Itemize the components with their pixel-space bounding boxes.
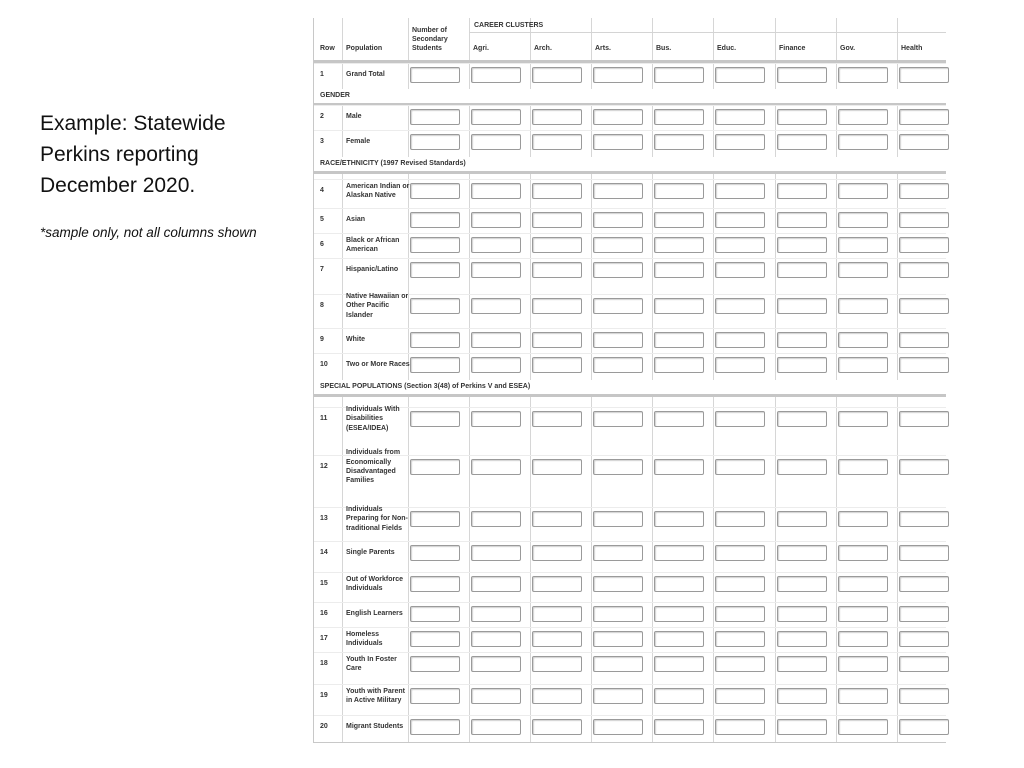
- cluster-input[interactable]: [471, 631, 521, 647]
- cluster-input[interactable]: [593, 656, 643, 672]
- cluster-input[interactable]: [899, 545, 949, 561]
- cluster-input[interactable]: [471, 656, 521, 672]
- secondary-students-input[interactable]: [410, 511, 460, 527]
- cluster-input[interactable]: [899, 606, 949, 622]
- row-number: 16: [320, 610, 328, 617]
- row-separator: [314, 353, 946, 354]
- secondary-students-input[interactable]: [410, 134, 460, 150]
- cluster-input[interactable]: [715, 183, 765, 199]
- cluster-input[interactable]: [593, 631, 643, 647]
- cluster-input[interactable]: [593, 606, 643, 622]
- cluster-input[interactable]: [654, 262, 704, 278]
- cluster-input[interactable]: [777, 606, 827, 622]
- row-number: 8: [320, 302, 324, 309]
- cluster-input[interactable]: [838, 576, 888, 592]
- row-population-label: Hispanic/Latino: [346, 266, 399, 274]
- cluster-input[interactable]: [532, 459, 582, 475]
- row-population-label: Asian: [346, 216, 366, 224]
- cluster-input[interactable]: [777, 262, 827, 278]
- cluster-input[interactable]: [838, 631, 888, 647]
- row-number: 2: [320, 113, 324, 120]
- secondary-students-input[interactable]: [410, 109, 460, 125]
- row-number: 9: [320, 336, 324, 343]
- header-row-label: Row: [320, 45, 335, 52]
- cluster-input[interactable]: [532, 357, 582, 373]
- header-career-clusters: CAREER CLUSTERS: [474, 22, 544, 29]
- row-separator: [314, 130, 946, 131]
- secondary-students-input[interactable]: [410, 183, 460, 199]
- row-number: 14: [320, 549, 328, 556]
- cluster-input[interactable]: [471, 332, 521, 348]
- cluster-input[interactable]: [838, 411, 888, 427]
- cluster-input[interactable]: [471, 357, 521, 373]
- row-separator: [314, 179, 946, 180]
- cluster-input[interactable]: [471, 262, 521, 278]
- cluster-input[interactable]: [899, 576, 949, 592]
- cluster-input[interactable]: [899, 631, 949, 647]
- cluster-input[interactable]: [899, 357, 949, 373]
- cluster-input[interactable]: [899, 109, 949, 125]
- cluster-input[interactable]: [593, 459, 643, 475]
- row-separator: [314, 627, 946, 628]
- cluster-input[interactable]: [532, 511, 582, 527]
- cluster-input[interactable]: [899, 183, 949, 199]
- cluster-input[interactable]: [532, 332, 582, 348]
- cluster-input[interactable]: [593, 134, 643, 150]
- cluster-input[interactable]: [899, 511, 949, 527]
- cluster-input[interactable]: [777, 545, 827, 561]
- cluster-input[interactable]: [593, 545, 643, 561]
- header-cluster-8: Health: [901, 45, 923, 52]
- cluster-input[interactable]: [777, 688, 827, 704]
- secondary-students-input[interactable]: [410, 606, 460, 622]
- cluster-input[interactable]: [715, 262, 765, 278]
- cluster-input[interactable]: [838, 606, 888, 622]
- cluster-input[interactable]: [777, 332, 827, 348]
- row-separator: [314, 63, 946, 64]
- row-population-label: Individuals Preparing for Non-traditional Fields: [346, 506, 408, 532]
- row-number: 20: [320, 723, 328, 730]
- cluster-input[interactable]: [654, 459, 704, 475]
- row-separator: [314, 541, 946, 542]
- secondary-students-input[interactable]: [410, 545, 460, 561]
- cluster-input[interactable]: [777, 134, 827, 150]
- cluster-input[interactable]: [532, 212, 582, 228]
- cluster-input[interactable]: [838, 332, 888, 348]
- cluster-input[interactable]: [471, 411, 521, 427]
- secondary-students-input[interactable]: [410, 576, 460, 592]
- cluster-input[interactable]: [715, 631, 765, 647]
- row-population-label: Black or African American: [346, 236, 400, 253]
- row-number: 10: [320, 361, 328, 368]
- cluster-input[interactable]: [777, 719, 827, 735]
- cluster-input[interactable]: [715, 688, 765, 704]
- cluster-input[interactable]: [471, 576, 521, 592]
- cluster-input[interactable]: [654, 332, 704, 348]
- cluster-input[interactable]: [532, 134, 582, 150]
- cluster-input[interactable]: [593, 576, 643, 592]
- row-separator: [314, 105, 946, 106]
- cluster-input[interactable]: [532, 688, 582, 704]
- cluster-input[interactable]: [654, 411, 704, 427]
- cluster-input[interactable]: [532, 183, 582, 199]
- secondary-students-input[interactable]: [410, 656, 460, 672]
- cluster-input[interactable]: [838, 109, 888, 125]
- cluster-input[interactable]: [471, 719, 521, 735]
- perkins-report-form: [313, 18, 946, 743]
- row-number: 6: [320, 241, 324, 248]
- cluster-input[interactable]: [593, 511, 643, 527]
- cluster-input[interactable]: [471, 688, 521, 704]
- cluster-input[interactable]: [471, 134, 521, 150]
- row-separator: [314, 328, 946, 329]
- row-number: 12: [320, 463, 328, 470]
- cluster-input[interactable]: [715, 332, 765, 348]
- cluster-input[interactable]: [654, 631, 704, 647]
- cluster-input[interactable]: [899, 262, 949, 278]
- secondary-students-input[interactable]: [410, 237, 460, 253]
- cluster-input[interactable]: [471, 212, 521, 228]
- row-population-label: Individuals With Disabilities (ESEA/IDEA): [346, 406, 400, 432]
- row-population-label: Male: [346, 113, 362, 121]
- row-population-label: Female: [346, 138, 371, 146]
- header-cluster-6: Finance: [779, 45, 806, 52]
- secondary-students-input[interactable]: [410, 67, 460, 83]
- cluster-input[interactable]: [899, 719, 949, 735]
- cluster-input[interactable]: [715, 298, 765, 314]
- secondary-students-input[interactable]: [410, 357, 460, 373]
- cluster-input[interactable]: [593, 237, 643, 253]
- row-separator: [314, 652, 946, 653]
- cluster-input[interactable]: [654, 357, 704, 373]
- section-separator: [314, 394, 946, 397]
- cluster-input[interactable]: [654, 134, 704, 150]
- cluster-input[interactable]: [532, 606, 582, 622]
- cluster-input[interactable]: [654, 212, 704, 228]
- cluster-input[interactable]: [654, 719, 704, 735]
- header-population-label: Population: [346, 45, 383, 52]
- row-population-label: American Indian or Alaskan Native: [346, 182, 410, 199]
- header-cluster-3: Arts.: [595, 45, 611, 52]
- cluster-input[interactable]: [654, 511, 704, 527]
- row-separator: [314, 602, 946, 603]
- cluster-input[interactable]: [654, 576, 704, 592]
- cluster-input[interactable]: [715, 576, 765, 592]
- caption-note: *sample only, not all columns shown: [40, 225, 257, 240]
- section-header: RACE/ETHNICITY (1997 Revised Standards): [314, 157, 946, 171]
- cluster-input[interactable]: [654, 237, 704, 253]
- cluster-input[interactable]: [838, 545, 888, 561]
- row-number: 4: [320, 187, 324, 194]
- cluster-input[interactable]: [777, 576, 827, 592]
- cluster-input[interactable]: [715, 719, 765, 735]
- cluster-input[interactable]: [593, 109, 643, 125]
- cluster-input[interactable]: [471, 237, 521, 253]
- cluster-input[interactable]: [777, 212, 827, 228]
- cluster-input[interactable]: [838, 511, 888, 527]
- cluster-input[interactable]: [838, 357, 888, 373]
- cluster-input[interactable]: [471, 109, 521, 125]
- row-population-label: Single Parents: [346, 549, 395, 557]
- cluster-input[interactable]: [654, 606, 704, 622]
- cluster-input[interactable]: [715, 109, 765, 125]
- cluster-input[interactable]: [532, 262, 582, 278]
- row-separator: [314, 208, 946, 209]
- row-population-label: Homeless Individuals: [346, 630, 383, 647]
- cluster-input[interactable]: [532, 719, 582, 735]
- cluster-input[interactable]: [715, 134, 765, 150]
- row-number: 3: [320, 138, 324, 145]
- row-number: 19: [320, 692, 328, 699]
- secondary-students-input[interactable]: [410, 332, 460, 348]
- cluster-input[interactable]: [838, 67, 888, 83]
- cluster-input[interactable]: [838, 656, 888, 672]
- row-population-label: White: [346, 336, 366, 344]
- row-population-label: Two or More Races: [346, 361, 410, 369]
- cluster-input[interactable]: [838, 183, 888, 199]
- cluster-input[interactable]: [593, 719, 643, 735]
- cluster-input[interactable]: [777, 511, 827, 527]
- secondary-students-input[interactable]: [410, 719, 460, 735]
- cluster-input[interactable]: [654, 545, 704, 561]
- header-cluster-5: Educ.: [717, 45, 737, 52]
- cluster-input[interactable]: [715, 656, 765, 672]
- row-separator: [314, 684, 946, 685]
- cluster-input[interactable]: [654, 109, 704, 125]
- section-header: GENDER: [314, 89, 946, 103]
- cluster-input[interactable]: [899, 67, 949, 83]
- row-population-label: Out of Workforce Individuals: [346, 575, 404, 592]
- cluster-input[interactable]: [899, 688, 949, 704]
- header-cluster-4: Bus.: [656, 45, 672, 52]
- cluster-input[interactable]: [593, 298, 643, 314]
- cluster-input[interactable]: [593, 688, 643, 704]
- header-cluster-1: Agri.: [473, 45, 489, 52]
- cluster-input[interactable]: [777, 411, 827, 427]
- header-cluster-7: Gov.: [840, 45, 856, 52]
- row-separator: [314, 258, 946, 259]
- secondary-students-input[interactable]: [410, 631, 460, 647]
- row-population-label: Individuals from Economically Disadvantaged Families: [346, 449, 401, 485]
- cluster-input[interactable]: [715, 357, 765, 373]
- cluster-input[interactable]: [838, 134, 888, 150]
- cluster-input[interactable]: [899, 459, 949, 475]
- cluster-input[interactable]: [654, 183, 704, 199]
- row-separator: [314, 715, 946, 716]
- secondary-students-input[interactable]: [410, 459, 460, 475]
- cluster-input[interactable]: [593, 183, 643, 199]
- cluster-input[interactable]: [532, 67, 582, 83]
- cluster-input[interactable]: [777, 357, 827, 373]
- cluster-input[interactable]: [715, 459, 765, 475]
- cluster-input[interactable]: [777, 237, 827, 253]
- row-population-label: Grand Total: [346, 71, 385, 79]
- cluster-input[interactable]: [532, 237, 582, 253]
- secondary-students-input[interactable]: [410, 688, 460, 704]
- cluster-input[interactable]: [593, 411, 643, 427]
- secondary-students-input[interactable]: [410, 411, 460, 427]
- cluster-input[interactable]: [899, 212, 949, 228]
- cluster-input[interactable]: [838, 262, 888, 278]
- cluster-input[interactable]: [777, 459, 827, 475]
- cluster-input[interactable]: [471, 606, 521, 622]
- cluster-input[interactable]: [899, 237, 949, 253]
- cluster-input[interactable]: [838, 719, 888, 735]
- row-number: 13: [320, 515, 328, 522]
- row-population-label: Migrant Students: [346, 723, 404, 731]
- cluster-input[interactable]: [593, 212, 643, 228]
- cluster-input[interactable]: [899, 411, 949, 427]
- cluster-input[interactable]: [899, 134, 949, 150]
- cluster-input[interactable]: [532, 109, 582, 125]
- cluster-input[interactable]: [532, 298, 582, 314]
- cluster-input[interactable]: [715, 606, 765, 622]
- career-clusters-underline: [469, 32, 946, 33]
- cluster-input[interactable]: [838, 459, 888, 475]
- cluster-input[interactable]: [899, 298, 949, 314]
- cluster-input[interactable]: [777, 656, 827, 672]
- cluster-input[interactable]: [715, 237, 765, 253]
- row-number: 7: [320, 266, 324, 273]
- cluster-input[interactable]: [777, 109, 827, 125]
- cluster-input[interactable]: [715, 511, 765, 527]
- row-population-label: English Learners: [346, 610, 403, 618]
- row-separator: [314, 572, 946, 573]
- caption-title: Example: Statewide Perkins reporting December 2020.: [40, 112, 226, 197]
- cluster-input[interactable]: [532, 545, 582, 561]
- row-number: 5: [320, 216, 324, 223]
- cluster-input[interactable]: [838, 688, 888, 704]
- cluster-input[interactable]: [777, 67, 827, 83]
- cluster-input[interactable]: [715, 67, 765, 83]
- row-number: 1: [320, 71, 324, 78]
- section-separator: [314, 171, 946, 174]
- row-population-label: Youth with Parent in Active Military: [346, 687, 405, 704]
- cluster-input[interactable]: [471, 298, 521, 314]
- row-separator: [314, 233, 946, 234]
- secondary-students-input[interactable]: [410, 262, 460, 278]
- cluster-input[interactable]: [715, 545, 765, 561]
- secondary-students-input[interactable]: [410, 212, 460, 228]
- cluster-input[interactable]: [532, 656, 582, 672]
- row-number: 17: [320, 635, 328, 642]
- header-number-of-students: Number of Secondary Students: [412, 27, 448, 52]
- cluster-input[interactable]: [593, 332, 643, 348]
- cluster-input[interactable]: [899, 656, 949, 672]
- row-population-label: Youth In Foster Care: [346, 655, 397, 672]
- row-number: 18: [320, 660, 328, 667]
- section-header: SPECIAL POPULATIONS (Section 3(48) of Perkins V and ESEA): [314, 380, 946, 394]
- cluster-input[interactable]: [777, 631, 827, 647]
- header-cluster-2: Arch.: [534, 45, 552, 52]
- cluster-input[interactable]: [838, 237, 888, 253]
- cluster-input[interactable]: [654, 298, 704, 314]
- cluster-input[interactable]: [593, 357, 643, 373]
- cluster-input[interactable]: [654, 656, 704, 672]
- cluster-input[interactable]: [471, 183, 521, 199]
- cluster-input[interactable]: [654, 688, 704, 704]
- cluster-input[interactable]: [838, 212, 888, 228]
- cluster-input[interactable]: [471, 545, 521, 561]
- row-number: 15: [320, 580, 328, 587]
- secondary-students-input[interactable]: [410, 298, 460, 314]
- cluster-input[interactable]: [838, 298, 888, 314]
- cluster-input[interactable]: [471, 459, 521, 475]
- cluster-input[interactable]: [715, 411, 765, 427]
- cluster-input[interactable]: [777, 298, 827, 314]
- cluster-input[interactable]: [777, 183, 827, 199]
- cluster-input[interactable]: [715, 212, 765, 228]
- row-number: 11: [320, 415, 328, 422]
- cluster-input[interactable]: [471, 511, 521, 527]
- cluster-input[interactable]: [899, 332, 949, 348]
- cluster-input[interactable]: [654, 67, 704, 83]
- cluster-input[interactable]: [593, 67, 643, 83]
- cluster-input[interactable]: [471, 67, 521, 83]
- cluster-input[interactable]: [593, 262, 643, 278]
- cluster-input[interactable]: [532, 576, 582, 592]
- slide-caption: [40, 108, 290, 243]
- cluster-input[interactable]: [532, 411, 582, 427]
- cluster-input[interactable]: [532, 631, 582, 647]
- row-population-label: Native Hawaiian or Other Pacific Islander: [346, 293, 409, 319]
